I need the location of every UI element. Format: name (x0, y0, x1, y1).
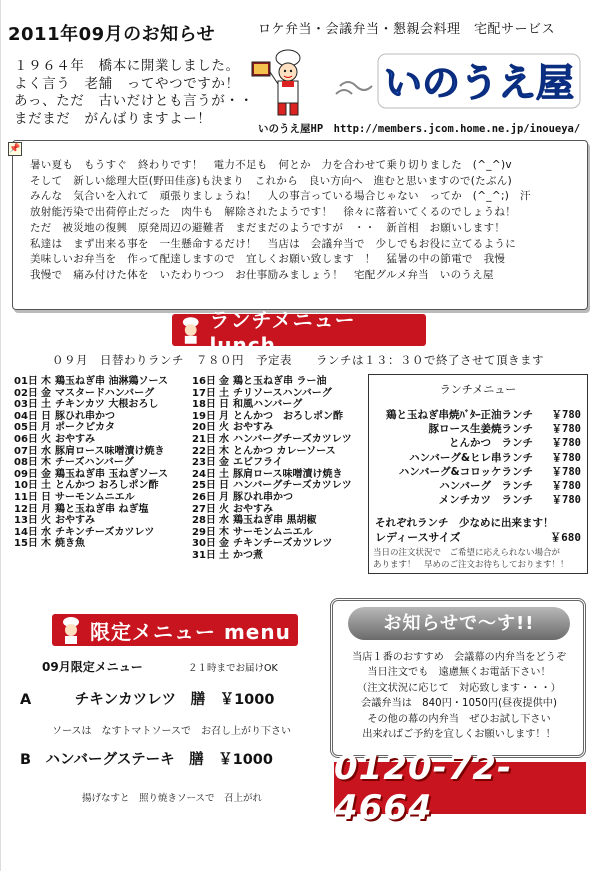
notice-text: 当店１番のおすすめ 会議幕の内弁当をどうぞ 当日注文でも 遠慮無くお電話下さい！ （注文状況に応じて 対応致します・・・） 会議弁当は 840円・1050円(昼夜提供中) その他の幕の内弁当 ぜひお試し下さい 出来ればご予約を宜しくお願いします！！ (351, 652, 567, 741)
schedule-wd: 金 (219, 376, 229, 387)
lunch-schedule-column-1 (14, 376, 168, 550)
lunch-menu-item-price: ￥780 (551, 480, 581, 492)
schedule-row (14, 446, 168, 458)
schedule-wd: 金 (219, 538, 229, 550)
schedule-dish: チキンチーズカツレツ (55, 526, 155, 538)
schedule-wd: 木 (41, 538, 51, 550)
schedule-day: 24日 (192, 468, 216, 480)
schedule-day: 13日 (14, 515, 38, 527)
schedule-day: 10日 (14, 480, 38, 492)
limited-menu-title: 09月限定メニュー (42, 660, 143, 674)
schedule-dish: おやすみ (55, 433, 95, 445)
schedule-wd: 土 (219, 468, 229, 480)
homepage-url: http://members.jcom.home.ne.jp/inoueya/ (333, 123, 581, 135)
schedule-dish: 鶏と玉ねぎ串 ねぎ塩 (55, 503, 149, 515)
schedule-dish: 豚肩ロース味噌漬け焼き (233, 468, 343, 480)
schedule-dish: 鶏と玉ねぎ串 ラー油 (233, 376, 327, 387)
schedule-day: 04日 (14, 410, 38, 422)
intro-text: １９６４年 橋本に開業しました。 よく言う 老舗 ってやつですか！ あっ、ただ 古いだけとも言うが・・ まだまだ がんばりますよー！ (14, 58, 254, 127)
schedule-wd: 月 (41, 422, 51, 434)
phone-number: 0120-72-4664 (334, 748, 513, 828)
schedule-row (14, 504, 168, 516)
schedule-wd: 水 (219, 515, 229, 527)
schedule-dish: 鶏玉ねぎ串 黒胡椒 (233, 515, 317, 527)
page-title: 2011年09月のお知らせ (8, 24, 216, 45)
schedule-dish: 豚ひれ串かつ (55, 410, 115, 422)
homepage-link[interactable] (258, 121, 580, 136)
schedule-wd: 土 (219, 549, 229, 561)
schedule-row (14, 469, 168, 481)
schedule-row (192, 399, 352, 411)
inoueya-logo (330, 50, 585, 112)
homepage-label: いのうえ屋HP (258, 123, 324, 135)
schedule-day: 21日 (192, 433, 216, 445)
lunch-menu-heading: ランチメニュー (439, 383, 517, 396)
schedule-wd: 木 (41, 376, 51, 387)
schedule-dish: チーズハンバーグ (55, 457, 134, 469)
lunch-menu-item-name: 豚ロース生姜焼ランチ (428, 423, 533, 436)
schedule-row (192, 376, 352, 388)
limited-menu-time: ２１時までお届けOK (188, 663, 278, 674)
lunch-menu-box (368, 374, 588, 574)
schedule-row (192, 469, 352, 481)
schedule-dish: マスタードハンバーグ (55, 387, 155, 399)
lunch-menu-item-price: ￥780 (551, 409, 581, 421)
schedule-row (14, 492, 168, 504)
schedule-day: 11日 (14, 491, 38, 503)
schedule-row (192, 434, 352, 446)
schedule-dish: 鶏玉ねぎ串 油淋鶏ソース (55, 376, 168, 387)
lunch-menu-item-price: ￥780 (551, 465, 581, 478)
schedule-day: 03日 (14, 399, 38, 411)
schedule-wd: 水 (41, 526, 51, 538)
schedule-row (14, 515, 168, 527)
schedule-wd: 火 (219, 503, 229, 515)
schedule-row (192, 504, 352, 516)
schedule-dish: 豚肩ロース味噌漬け焼き (55, 445, 165, 457)
schedule-row (192, 388, 352, 400)
lunch-menu-item (375, 423, 581, 435)
schedule-row (14, 388, 168, 400)
lunch-menu-item-name: メンチカツ ランチ (438, 494, 533, 507)
limited-item-b-note: 揚げなすと 照り焼きソースで 召上がれ (82, 793, 263, 804)
schedule-day: 31日 (192, 549, 216, 561)
schedule-day: 27日 (192, 503, 216, 515)
schedule-dish: 鶏玉ねぎ串 玉ねぎソース (55, 468, 168, 480)
schedule-dish: チリソースハンバーグ (233, 387, 332, 399)
schedule-wd: 日 (219, 399, 229, 411)
limited-item-a: A チキンカツレツ 膳 ￥1000 (20, 692, 275, 708)
schedule-row (14, 527, 168, 539)
ladies-size-name: レディースサイズ (375, 531, 461, 544)
schedule-dish: チキンカツ 大根おろし (55, 399, 159, 411)
schedule-wd: 木 (219, 526, 229, 538)
lunch-menu-note: それぞれランチ 少なめに出来ます！ (375, 517, 554, 529)
chef-icon (176, 315, 205, 345)
schedule-row (14, 457, 168, 469)
lunch-schedule-column-2 (192, 376, 352, 562)
lunch-menu-item (375, 494, 581, 506)
schedule-wd: 日 (219, 480, 229, 492)
schedule-wd: 水 (41, 445, 51, 457)
message-text: 暑い夏も もうすぐ 終わりです！ 電力不足も 何とか 力を合わせて乗り切りました (^_^)v そして 新しい総理大臣(野田佳彦)も決まり これから 良い方向へ 進むと思いますので(たぶん) みんな 気合いを入れて 頑張りましょうね！ 人の事言っている場合じゃない ってか (^_^;) 汗 放射能汚染で出荷停止だった 肉牛も 解除されたようです！ 徐々に落着いてくるのでしょうね！ ただ 被災地の復興 原発周辺の避難者 まだまだのようですが ・・ 新首相 お願いします！ 私達は まず出来る事を 一生懸命するだけ！ 当店は 会議弁当で 少しでもお役に立てるように 美味しいお弁当を 作って配達しますので 宜しくお願い致します ！ 猛暑の中の節電で 我慢 我慢で 痛み付けた体を いたわりつつ お仕事励みましょう！ 宅配グルメ弁当 いのうえ屋 (30, 159, 531, 281)
schedule-wd: 火 (41, 515, 51, 527)
lunch-menu-item-price: ￥780 (551, 437, 581, 450)
lunch-menu-item-name: ハンバーグ ランチ (439, 480, 533, 492)
chef-icon (56, 615, 86, 645)
schedule-dish: おやすみ (233, 503, 273, 515)
schedule-day: 17日 (192, 387, 216, 399)
notice-title: お知らせで～す!! (348, 607, 570, 640)
schedule-day: 16日 (192, 376, 216, 387)
schedule-row (192, 550, 352, 562)
limited-item-a-note: ソースは なすトマトソースで お召し上がり下さい (52, 726, 291, 737)
schedule-wd: 土 (41, 399, 51, 411)
schedule-day: 23日 (192, 457, 216, 469)
limited-menu-banner (52, 614, 298, 646)
schedule-wd: 土 (219, 387, 229, 399)
schedule-wd: 木 (219, 445, 229, 457)
schedule-dish: サーモンムニエル (55, 491, 135, 503)
chef-mascot-icon (250, 48, 316, 120)
schedule-dish: ハンバーグチーズカツレツ (233, 433, 352, 445)
schedule-row (192, 457, 352, 469)
schedule-wd: 金 (41, 468, 51, 480)
schedule-dish: とんかつ おろしポン酢 (55, 480, 159, 492)
ladies-size-row (375, 529, 581, 545)
lunch-menu-item (375, 437, 581, 449)
lunch-menu-item-price: ￥780 (551, 423, 581, 436)
service-description: ロケ弁当・会議弁当・懇親会料理 宅配サービス (258, 22, 556, 37)
schedule-day: 22日 (192, 445, 216, 457)
schedule-row (192, 527, 352, 539)
schedule-dish: おやすみ (233, 422, 273, 434)
schedule-day: 29日 (192, 526, 216, 538)
ladies-size-price: ￥680 (550, 531, 581, 544)
schedule-row (14, 376, 168, 388)
schedule-dish: サーモンムニエル (233, 526, 313, 538)
pin-icon: 📌 (9, 144, 21, 154)
schedule-day: 08日 (14, 457, 38, 469)
svg-text:いのうえ屋: いのうえ屋 (383, 61, 575, 105)
lunch-menu-small-note: 当日の注文状況で ご希望に応えられない場合が あります！ 早めのご注文お待ちしております！！ (373, 548, 569, 570)
schedule-row (14, 434, 168, 446)
schedule-day: 15日 (14, 538, 38, 550)
schedule-dish: 和風ハンバーグ (233, 399, 303, 411)
schedule-day: 26日 (192, 491, 216, 503)
schedule-row (14, 411, 168, 423)
schedule-row (14, 422, 168, 434)
schedule-day: 06日 (14, 433, 38, 445)
schedule-wd: 日 (41, 410, 51, 422)
schedule-day: 20日 (192, 422, 216, 434)
schedule-row (14, 399, 168, 411)
schedule-row (192, 480, 352, 492)
schedule-day: 05日 (14, 422, 38, 434)
schedule-day: 28日 (192, 515, 216, 527)
schedule-dish: かつ煮 (233, 549, 263, 561)
schedule-wd: 木 (41, 457, 51, 469)
lunch-banner-label: ランチメニュー lunch (209, 307, 356, 357)
schedule-wd: 火 (41, 433, 51, 445)
lunch-menu-item-price: ￥780 (551, 494, 581, 507)
schedule-day: 07日 (14, 445, 38, 457)
lunch-menu-item (375, 409, 581, 421)
schedule-wd: 月 (41, 503, 51, 515)
limited-banner-label: 限定メニュー menu (90, 619, 291, 644)
schedule-day: 18日 (192, 399, 216, 411)
schedule-dish: とんかつ カレーソース (233, 445, 336, 457)
lunch-menu-item-name: ハンバーグ&コロッケランチ (398, 465, 533, 478)
schedule-dish: チキンチーズカツレツ (233, 538, 333, 550)
limited-item-b: B ハンバーグステーキ 膳 ￥1000 (20, 752, 273, 768)
schedule-row (192, 492, 352, 504)
lunch-menu-item (375, 466, 581, 478)
schedule-wd: 金 (41, 387, 51, 399)
schedule-day: 09日 (14, 468, 38, 480)
lunch-menu-item (375, 480, 581, 492)
schedule-dish: とんかつ おろしポン酢 (233, 410, 343, 422)
schedule-row (192, 515, 352, 527)
schedule-wd: 金 (219, 457, 229, 469)
schedule-wd: 月 (219, 491, 229, 503)
schedule-day: 01日 (14, 376, 38, 387)
lunch-menu-item-name: 鶏と玉ねぎ串焼ﾊﾞﾀｰ正油ランチ (386, 409, 533, 421)
schedule-row (192, 446, 352, 458)
schedule-row (192, 411, 352, 423)
schedule-day: 12日 (14, 503, 38, 515)
lunch-menu-item (375, 452, 581, 464)
schedule-row (14, 480, 168, 492)
schedule-dish: おやすみ (55, 515, 95, 527)
lunch-menu-item-name: とんかつ ランチ (449, 437, 533, 450)
schedule-wd: 月 (219, 410, 229, 422)
schedule-row (192, 538, 352, 550)
schedule-wd: 火 (219, 422, 229, 434)
lunch-menu-item-name: ハンバーグ&ヒレ串ランチ (409, 451, 533, 464)
schedule-day: 19日 (192, 410, 216, 422)
schedule-dish: ポークピカタ (55, 422, 115, 434)
schedule-dish: 焼き魚 (55, 538, 85, 550)
lunch-menu-banner (172, 307, 426, 357)
schedule-day: 25日 (192, 480, 216, 492)
schedule-wd: 日 (41, 491, 51, 503)
schedule-row (192, 422, 352, 434)
schedule-wd: 水 (219, 433, 229, 445)
schedule-dish: 豚ひれ串かつ (233, 491, 293, 503)
schedule-day: 14日 (14, 526, 38, 538)
phone-banner[interactable] (334, 748, 586, 828)
schedule-wd: 土 (41, 480, 51, 492)
schedule-day: 30日 (192, 538, 216, 550)
schedule-row (14, 538, 168, 550)
lunch-menu-item-price: ￥780 (551, 451, 581, 464)
schedule-dish: ハンバーグチーズカツレツ (233, 480, 352, 492)
lunch-subtitle: ０９月 日替わりランチ ７８０円 予定表 ランチは１３：３０で終了させて頂きます (52, 353, 544, 367)
schedule-day: 02日 (14, 387, 38, 399)
schedule-dish: エビフライ (233, 457, 283, 469)
